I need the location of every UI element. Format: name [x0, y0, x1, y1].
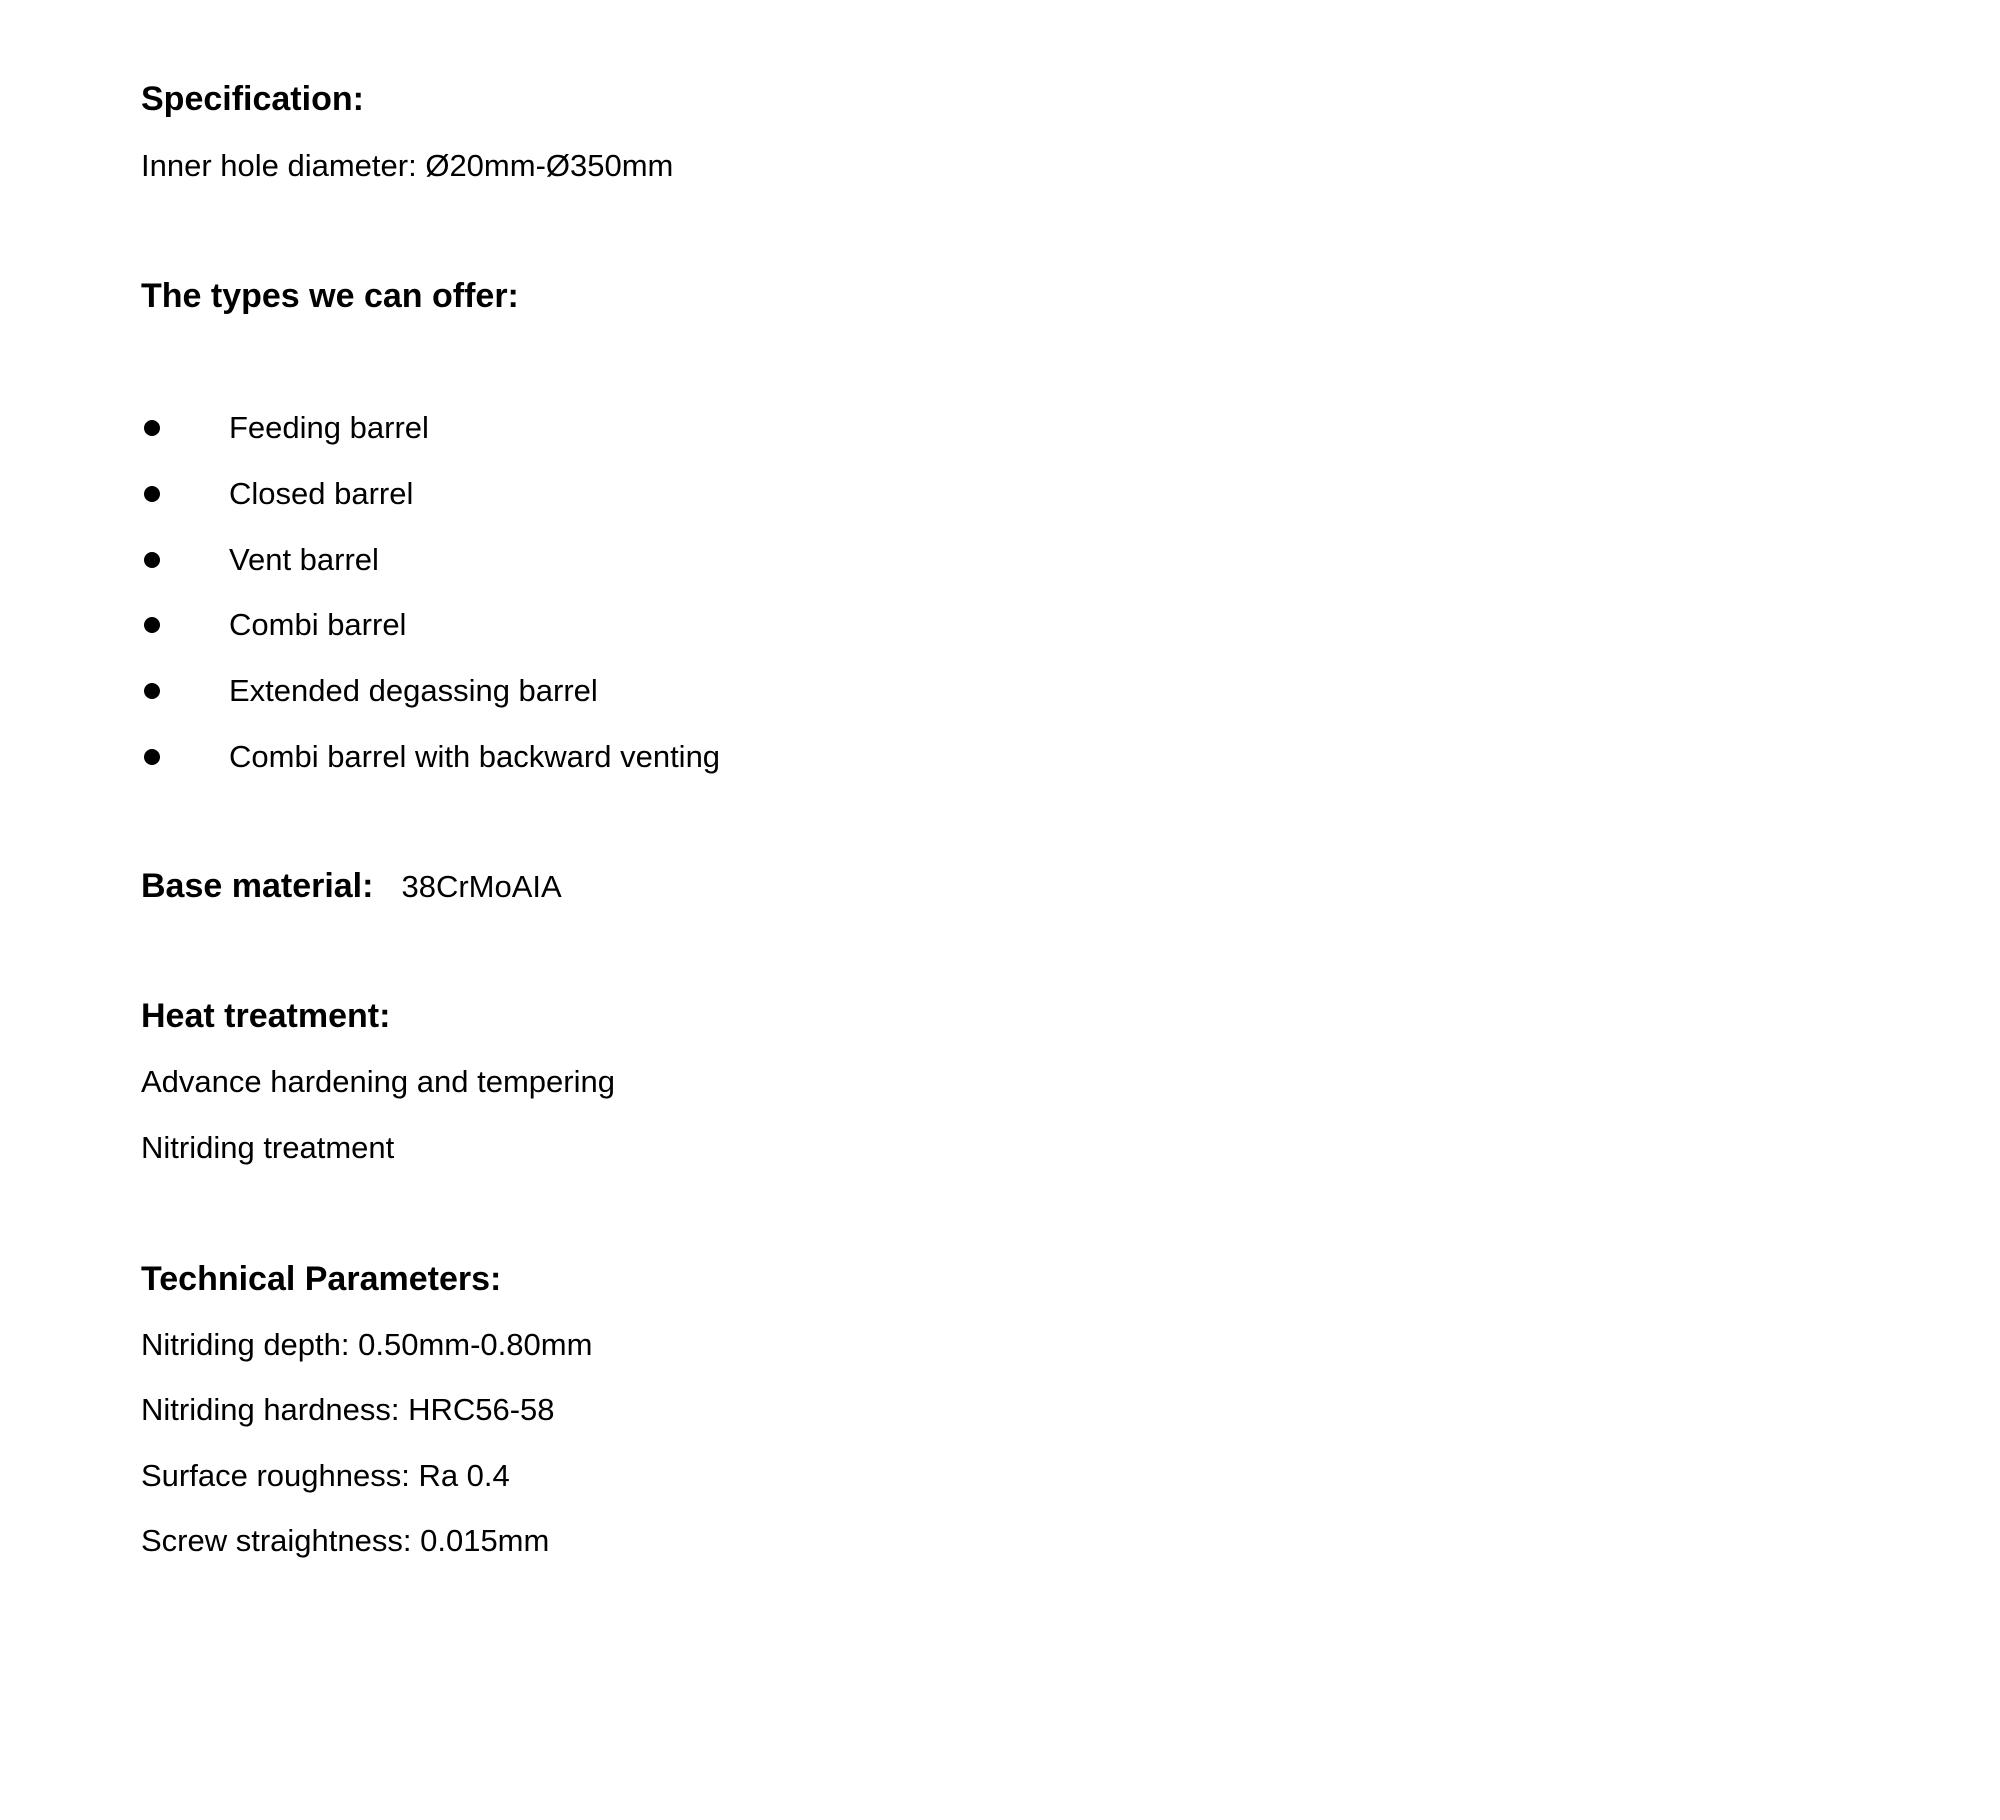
bullet-icon [144, 749, 160, 765]
heat-treatment-line: Nitriding treatment [141, 1130, 395, 1165]
list-item-label: Combi barrel [229, 607, 407, 642]
heat-treatment-heading: Heat treatment: [141, 997, 391, 1035]
heat-treatment-line: Advance hardening and tempering [141, 1064, 615, 1099]
list-item-label: Extended degassing barrel [229, 673, 598, 708]
technical-parameter-line: Surface roughness: Ra 0.4 [141, 1458, 510, 1493]
inner-hole-diameter-text: Inner hole diameter: Ø20mm-Ø350mm [141, 148, 674, 183]
base-material-row [141, 866, 562, 907]
technical-parameter-line: Nitriding hardness: HRC56-58 [141, 1392, 555, 1427]
bullet-icon [144, 617, 160, 633]
base-material-label: Base material: [141, 867, 374, 905]
list-item-label: Closed barrel [229, 476, 414, 511]
base-material-value: 38CrMoAIA [401, 869, 562, 904]
bullet-icon [144, 683, 160, 699]
bullet-icon [144, 552, 160, 568]
list-item-label: Combi barrel with backward venting [229, 739, 721, 774]
specification-heading: Specification: [141, 80, 364, 118]
types-heading: The types we can offer: [141, 277, 519, 315]
technical-parameter-line: Nitriding depth: 0.50mm-0.80mm [141, 1327, 593, 1362]
technical-parameters-heading: Technical Parameters: [141, 1260, 502, 1298]
bullet-icon [144, 420, 160, 436]
list-item-label: Vent barrel [229, 542, 379, 577]
technical-parameter-line: Screw straightness: 0.015mm [141, 1523, 550, 1558]
bullet-icon [144, 486, 160, 502]
list-item-label: Feeding barrel [229, 410, 429, 445]
